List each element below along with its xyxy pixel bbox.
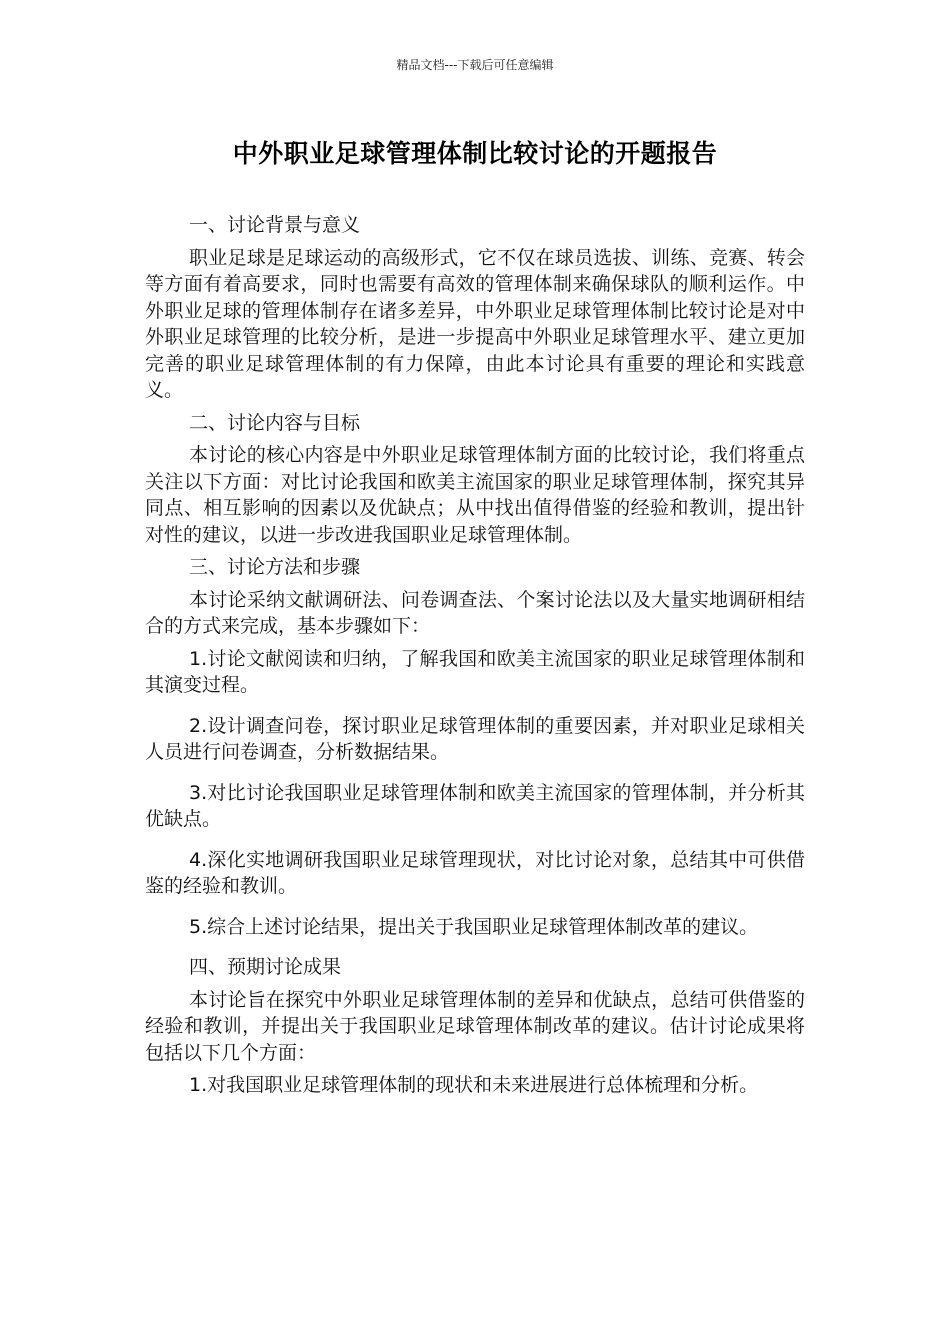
header-note: 精品文档---下载后可任意编辑 bbox=[396, 58, 554, 72]
list-item: 5.综合上述讨论结果，提出关于我国职业足球管理体制改革的建议。 bbox=[189, 915, 759, 938]
body-paragraph: 本讨论的核心内容是中外职业足球管理体制方面的比较讨论，我们将重点关注以下方面：对比讨论我国和欧美主流国家的职业足球管理体制，探究其异同点、相互影响的因素以及优缺点；从中找出值得借鉴的经验和教训，提出针对性的建议，以进一步改进我国职业足球管理体制。 bbox=[145, 444, 805, 546]
section-heading: 二、讨论内容与目标 bbox=[189, 411, 361, 434]
section-heading: 一、讨论背景与意义 bbox=[189, 214, 361, 236]
list-item: 4.深化实地调研我国职业足球管理现状，对比讨论对象，总结其中可供借鉴的经验和教训。 bbox=[145, 848, 805, 897]
list-item: 2.设计调查问卷，探讨职业足球管理体制的重要因素，并对职业足球相关人员进行问卷调查，分析数据结果。 bbox=[145, 714, 805, 763]
body-paragraph: 本讨论旨在探究中外职业足球管理体制的差异和优缺点，总结可供借鉴的经验和教训，并提出关于我国职业足球管理体制改革的建议。估计讨论成果将包括以下几个方面： bbox=[145, 988, 805, 1064]
section-heading: 四、预期讨论成果 bbox=[189, 956, 342, 978]
list-item: 3.对比讨论我国职业足球管理体制和欧美主流国家的管理体制，并分析其优缺点。 bbox=[145, 781, 805, 830]
document-title: 中外职业足球管理体制比较讨论的开题报告 bbox=[232, 139, 718, 168]
document-body bbox=[145, 212, 805, 1113]
list-item: 1.对我国职业足球管理体制的现状和未来进展进行总体梳理和分析。 bbox=[189, 1074, 759, 1096]
body-paragraph: 本讨论采纳文献调研法、问卷调查法、个案讨论法以及大量实地调研相结合的方式来完成，基本步骤如下： bbox=[145, 588, 805, 637]
section-heading: 三、讨论方法和步骤 bbox=[189, 556, 361, 578]
list-item: 1.讨论文献阅读和归纳，了解我国和欧美主流国家的职业足球管理体制和其演变过程。 bbox=[145, 647, 805, 696]
body-paragraph: 职业足球是足球运动的高级形式，它不仅在球员选拔、训练、竞赛、转会等方面有着高要求，同时也需要有高效的管理体制来确保球队的顺利运作。中外职业足球的管理体制存在诸多差异，中外职业足球管理体制比较讨论是对中外职业足球管理的比较分析，是进一步提高中外职业足球管理水平、建立更加完善的职业足球管理体制的有力保障，由此本讨论具有重要的理论和实践意义。 bbox=[145, 246, 805, 401]
